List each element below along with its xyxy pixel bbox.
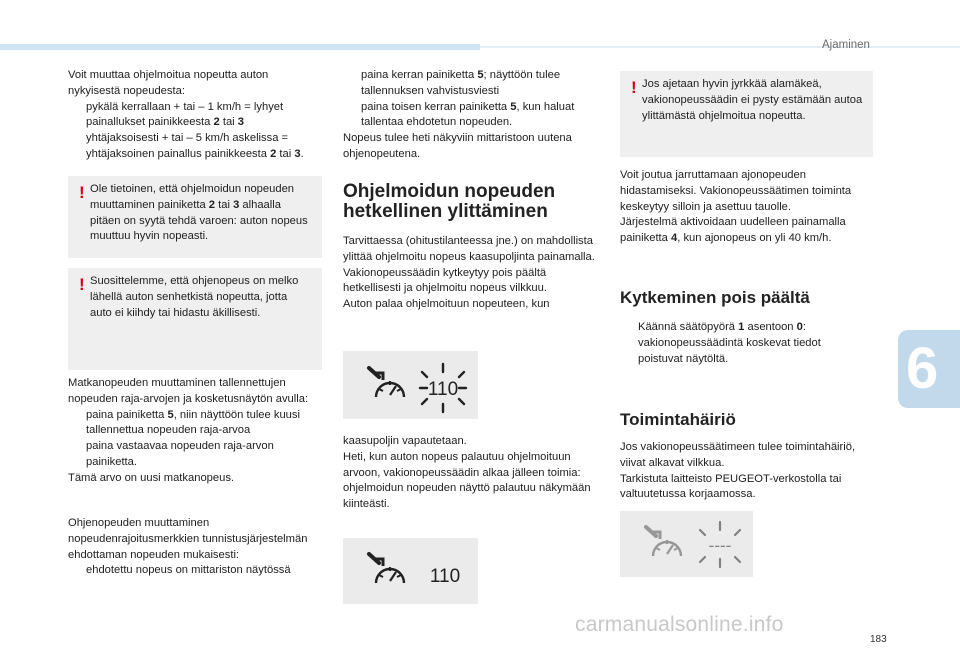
warning-box <box>68 176 322 258</box>
chapter-number: 6 <box>906 336 939 401</box>
watermark: carmanualsonline.info <box>575 613 784 636</box>
col2-after: Nopeus tulee heti näkyviin mittaristoon uutena ohjenopeutena. <box>343 132 572 160</box>
fault-dashes: ---- <box>708 536 732 555</box>
col3-switch-off <box>620 320 855 367</box>
col1-intro: Voit muuttaa ohjelmoitua nopeutta auton nykyisestä nopeudesta: <box>68 69 269 97</box>
col1-sign <box>68 516 322 579</box>
switch-off-heading: Kytkeminen pois päältä <box>620 288 810 307</box>
warning-text: Ole tietoinen, että ohjelmoidun nopeuden muuttaminen painiketta 2 tai 3 alhaalla pitäen on syytä tehdä varoen: auton nopeus muuttuu hyvin nopeasti. <box>90 183 308 243</box>
list-item: paina kerran painiketta 5; näyttöön tulee tallennuksen vahvistusviesti <box>361 69 561 97</box>
list-item: pykälä kerrallaan + tai – 1 km/h = lyhyet painallukset painikkeesta 2 tai 3 <box>86 100 284 129</box>
cruise-steady-illustration <box>343 538 478 604</box>
braking-p1: Voit joutua jarruttamaan ajonopeuden hidastamiseksi. Vakionopeussäätimen toiminta keskeytyy silloin ja asettuu tauolle. <box>620 169 852 213</box>
speedometer-icon <box>646 527 681 556</box>
col3-braking <box>620 168 875 247</box>
warning-text: Jos ajetaan hyvin jyrkkää alamäkeä, vakionopeussäädin ei pysty estämään autoa ylittämästä ohjelmoitua nopeutta. <box>642 78 863 122</box>
col2-resume <box>343 434 598 513</box>
cruise-fault-illustration <box>620 511 753 577</box>
warning-box <box>620 71 873 157</box>
overspeed-p4: kaasupoljin vapautetaan. <box>343 435 467 447</box>
list-item: Käännä säätöpyörä 1 asentoon 0: vakionopeussäädintä koskevat tiedot poistuvat näytöltä. <box>638 321 821 365</box>
warning-icon: ! <box>631 78 637 97</box>
speed-value-steady: 110 <box>429 566 461 587</box>
col1-memory <box>68 376 322 487</box>
col2-overspeed <box>343 234 598 313</box>
fault-heading: Toimintahäiriö <box>620 410 736 429</box>
warning-icon: ! <box>79 183 85 202</box>
overspeed-p5: Heti, kun auton nopeus palautuu ohjelmoituun arvoon, vakionopeussäädin alkaa jälleen toimia: ohjelmoidun nopeuden näyttö palautuu näkymään kiinteästi. <box>343 450 591 511</box>
overspeed-p1: Tarvittaessa (ohitustilanteessa jne.) on mahdollista ylittää ohjelmoitu nopeus kaasupoljinta painamalla. <box>343 235 595 263</box>
speed-value-blinking: 110 <box>427 379 459 400</box>
overspeed-heading: Ohjelmoidun nopeuden hetkellinen ylittäminen <box>343 181 556 222</box>
col3-fault <box>620 440 882 503</box>
header-rule <box>480 46 960 48</box>
sign-intro: Ohjenopeuden muuttaminen nopeudenrajoitusmerkkien tunnistusjärjestelmän ehdottaman nopeuden mukaisesti: <box>68 517 308 561</box>
warning-icon: ! <box>79 275 85 294</box>
speedometer-icon <box>369 554 404 583</box>
list-item: ehdotettu nopeus on mittariston näytössä <box>86 564 291 577</box>
memory-intro: Matkanopeuden muuttaminen tallennettujen nopeuden raja-arvojen ja kosketusnäytön avulla: <box>68 377 309 405</box>
overspeed-p3: Auton palaa ohjelmoituun nopeuteen, kun <box>343 298 550 311</box>
fault-p2: Tarkistuta laitteisto PEUGEOT-verkostolla tai valtuutetussa korjaamossa. <box>620 472 842 501</box>
section-title: Ajaminen <box>822 39 870 51</box>
list-item: yhtäjaksoisesti + tai – 5 km/h askelissa = yhtäjaksoinen painallus painikkeesta 2 tai 3. <box>86 132 304 160</box>
page-number: 183 <box>870 634 887 645</box>
list-item: paina vastaavaa nopeuden raja-arvon painiketta. <box>86 440 274 468</box>
speedometer-icon <box>369 368 404 397</box>
list-item: paina painiketta 5, niin näyttöön tulee kuusi tallennettua nopeuden raja-arvoa <box>86 408 300 437</box>
memory-end: Tämä arvo on uusi matkanopeus. <box>68 471 235 484</box>
braking-p2: Järjestelmä aktivoidaan uudelleen painamalla painiketta 4, kun ajonopeus on yli 40 km/h. <box>620 216 846 245</box>
col2-top <box>343 68 598 163</box>
cruise-blinking-illustration <box>343 351 478 419</box>
warning-text: Suosittelemme, että ohjenopeus on melko lähellä auton senhetkistä nopeutta, jotta auto ei kiihdy tai hidastu äkillisesti. <box>90 275 299 319</box>
warning-box <box>68 268 322 370</box>
list-item: paina toisen kerran painiketta 5, kun haluat tallentaa ehdotetun nopeuden. <box>361 100 575 129</box>
header-accent-bar <box>0 44 480 50</box>
overspeed-p2: Vakionopeussäädin kytkeytyy pois päältä hetkellisesti ja ohjelmoitu nopeus vilkkuu. <box>343 266 547 295</box>
col1-top <box>68 68 322 163</box>
fault-p1: Jos vakionopeussäätimeen tulee toimintahäiriö, viivat alkavat vilkkua. <box>620 441 856 469</box>
